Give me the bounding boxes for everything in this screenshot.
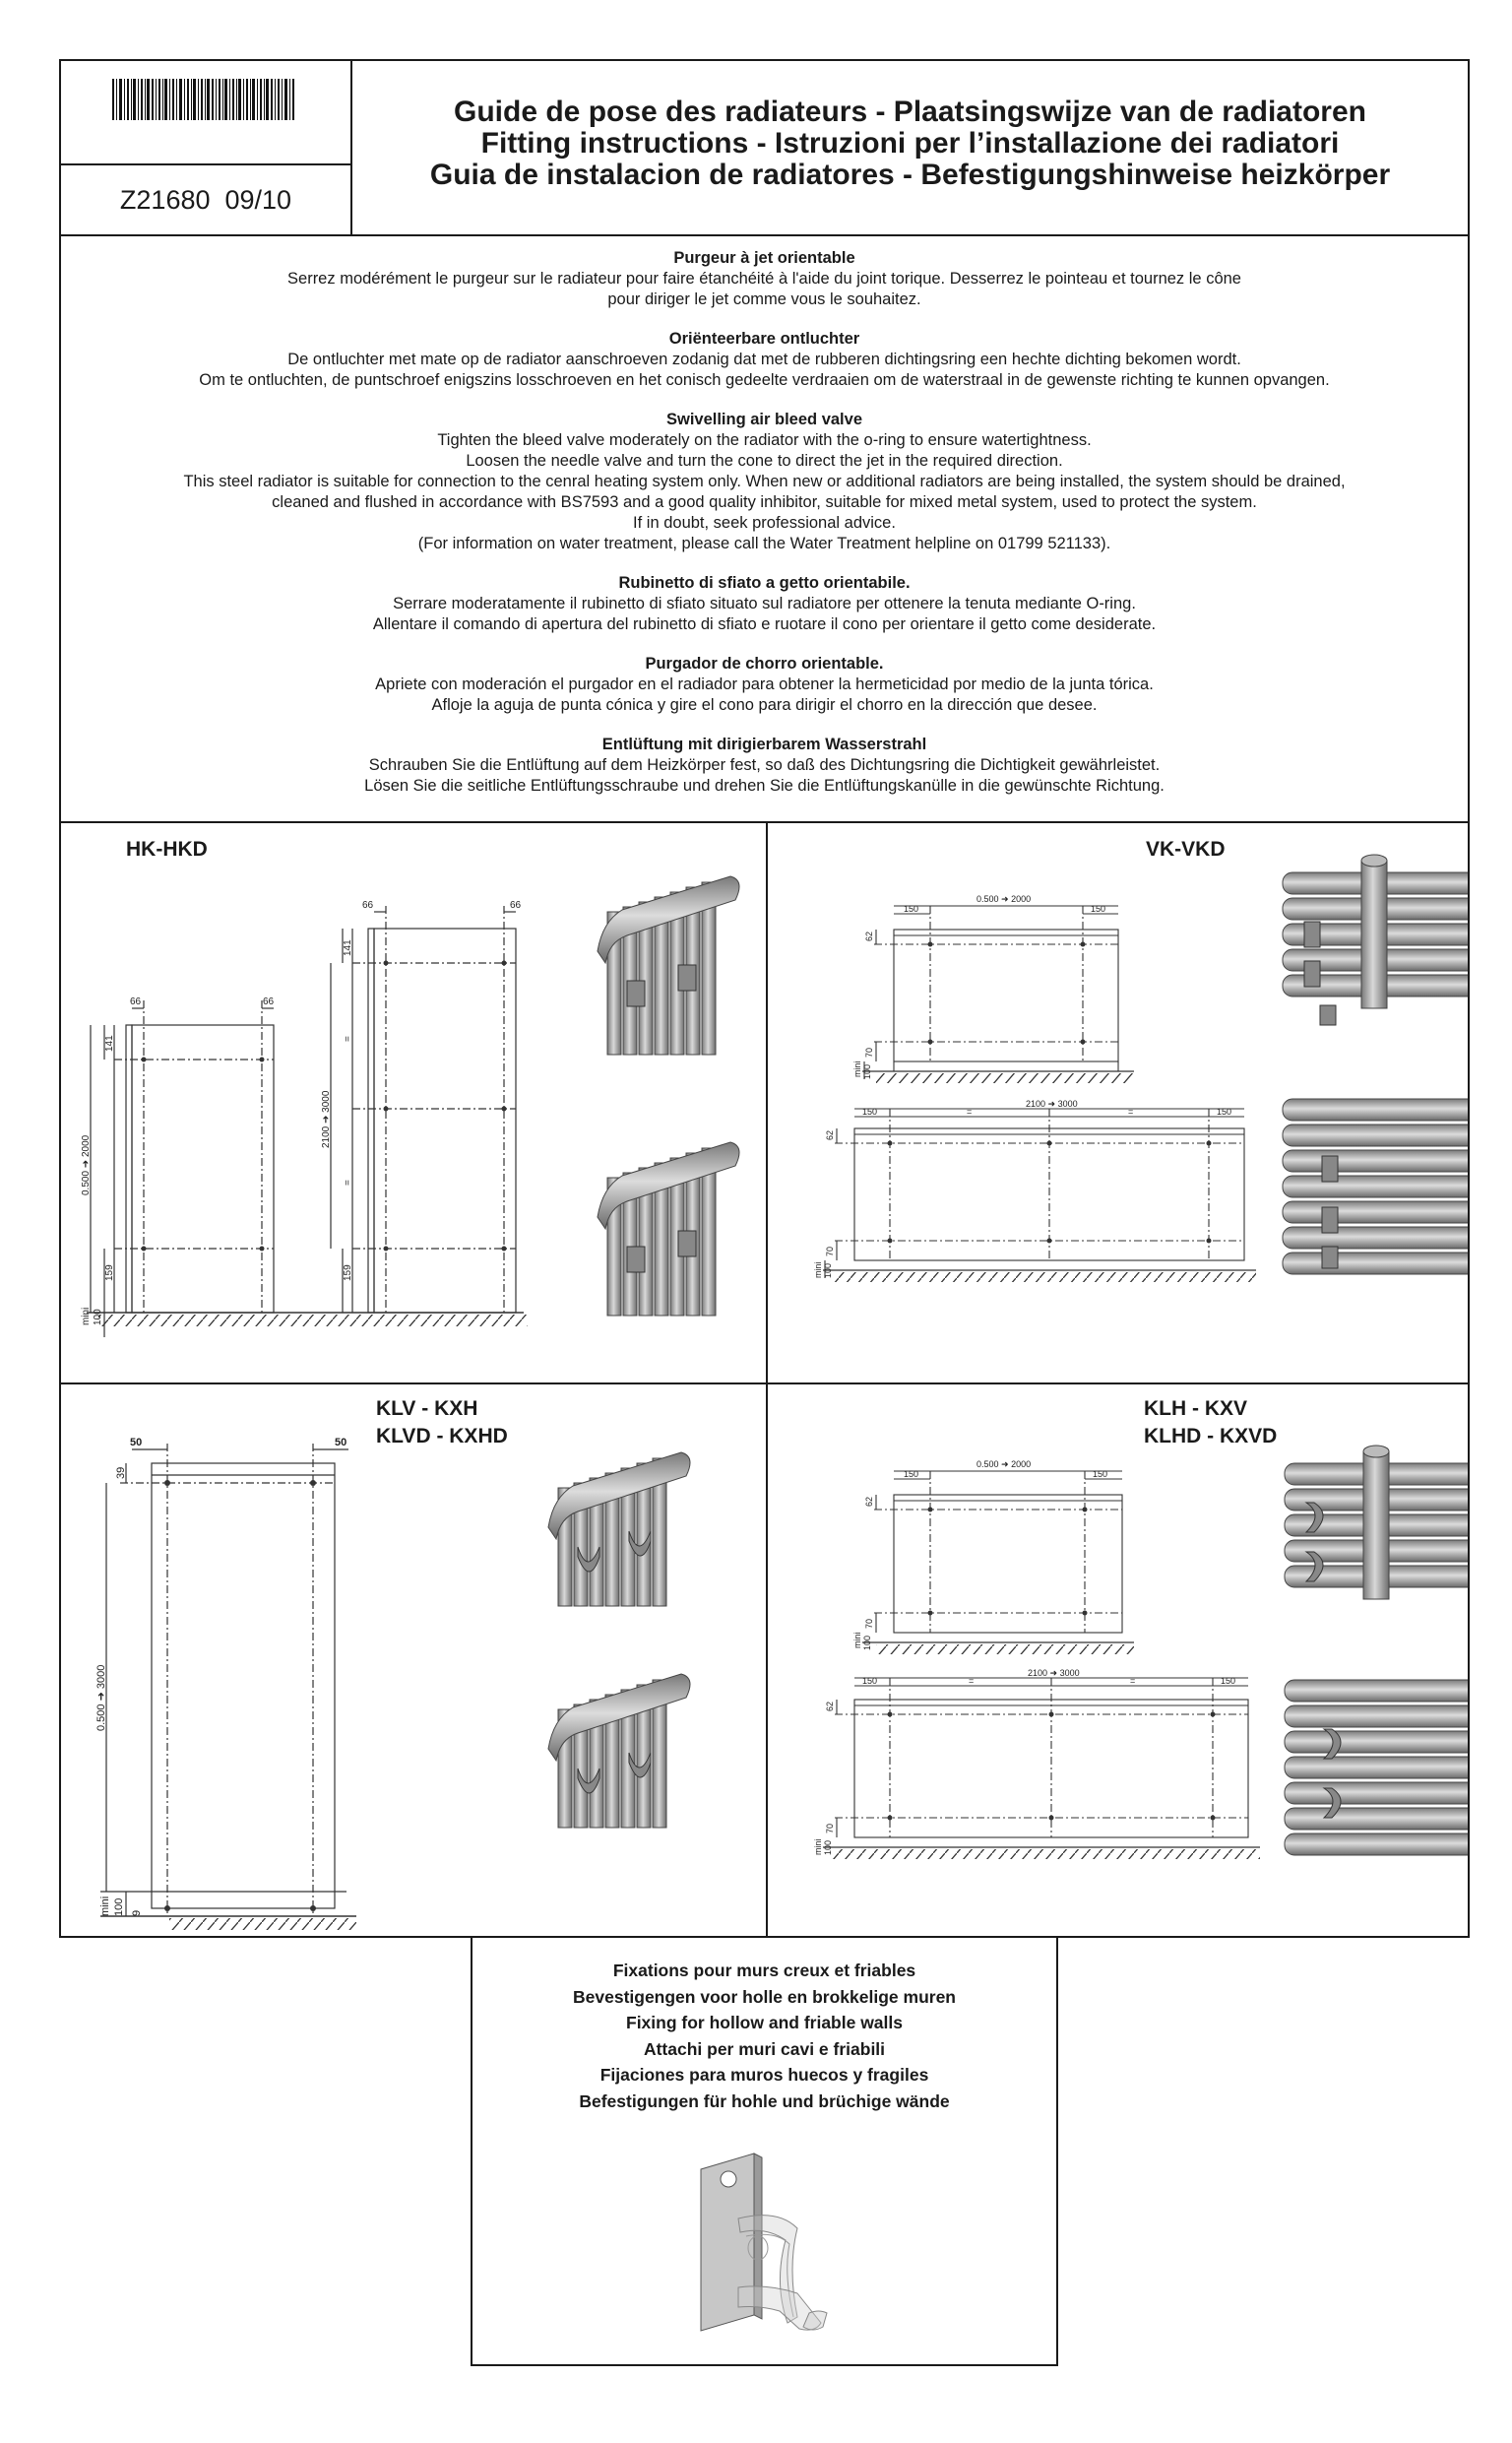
dim-klh-top-2: 62: [825, 1701, 835, 1711]
dim-vk-top-2: 62: [825, 1129, 835, 1140]
instruction-de: [61, 735, 1468, 797]
instruction-line: cleaned and flushed in accordance with BS7593 and a good quality inhibitor, suitable for mixed metal system, used to protect the system.: [272, 493, 1257, 511]
instruction-line: If in doubt, seek professional advice.: [633, 514, 896, 532]
dim-klh-side-l-2: 150: [862, 1676, 878, 1686]
dim-klh-mini-val: 100: [862, 1635, 872, 1650]
dim-vk-mini: mini: [852, 1061, 862, 1077]
dim-vk-mini-val-2: 100: [823, 1262, 833, 1278]
floor-hatch-klh-upper: [876, 1644, 1134, 1654]
panel-klh-kxv: [766, 1382, 1470, 1938]
instruction-line: Serrare moderatamente il rubinetto di sfiato situato sul radiatore per ottenere la tenuta mediante O-ring.: [393, 595, 1136, 612]
instruction-heading: Oriënteerbare ontluchter: [668, 330, 860, 348]
radiator-render-klh-bottom: [1285, 1680, 1468, 1855]
panel-hk-hkd: [59, 821, 768, 1384]
radiator-render-top: [598, 876, 739, 1055]
floor-hatch: [98, 1315, 528, 1326]
dim-vk-range-a: 0.500 ➜ 2000: [976, 894, 1032, 904]
dim-klh-mini-val-2: 100: [823, 1839, 833, 1855]
dim-klh-bottom: 70: [864, 1618, 874, 1629]
instruction-line: Schrauben Sie die Entlüftung auf dem Heizkörper fest, so daß des Dichtungsring die Dichtigkeit gewährleistet.: [368, 756, 1161, 774]
fixing-line-de: Befestigungen für hohle und brüchige wände: [579, 2090, 950, 2111]
dim-hk-top: 141: [104, 1035, 115, 1052]
dim-hk-side-left: 66: [130, 996, 142, 1007]
radiator-render-bottom: [598, 1142, 739, 1316]
instruction-line: Apriete con moderación el purgador en el radiador para obtener la hermeticidad por medio de la junta tórica.: [375, 675, 1154, 693]
dim-klv-top: 39: [115, 1466, 127, 1479]
dim-vk-side-r: 150: [1091, 904, 1106, 914]
radiator-render-vk-bottom: [1283, 1099, 1468, 1274]
dim-hk-side-right: 66: [263, 996, 275, 1007]
dim-hk-side-right-2: 66: [510, 900, 522, 911]
instructions-section: [59, 234, 1470, 823]
panel-label-klh-2: KLHD - KXVD: [1144, 1425, 1278, 1447]
dim-vk-equal-1: =: [967, 1107, 973, 1117]
instruction-heading: Rubinetto di sfiato a getto orientabile.: [618, 574, 911, 592]
instruction-line: pour diriger le jet comme vous le souhaitez.: [607, 290, 921, 308]
dim-hk-equal-2: =: [343, 1180, 353, 1186]
hk-diagram: [61, 823, 766, 1382]
dim-klv-bottom: 9: [131, 1909, 143, 1916]
dim-hk-mini-val: 100: [93, 1309, 103, 1325]
dim-klv-mini: mini: [99, 1896, 111, 1916]
dim-hk-range-b: 2100 ➜ 3000: [321, 1090, 332, 1148]
title-line-1: Guide de pose des radiateurs - Plaatsingswijze van de radiatoren: [454, 96, 1366, 128]
panel-label-klh-1: KLH - KXV: [1144, 1397, 1247, 1420]
dim-klh-side-l: 150: [904, 1469, 919, 1479]
dim-klh-mini: mini: [852, 1632, 862, 1648]
radiator-render-vk-top: [1283, 855, 1468, 1025]
floor-hatch-lower: [833, 1272, 1256, 1282]
panel-vk-vkd: [766, 821, 1470, 1384]
floor-hatch-klh-lower: [833, 1849, 1260, 1859]
barcode-box: [59, 59, 352, 165]
radiator-render-klv-bottom: [548, 1674, 690, 1828]
panel-klv-kxh: [59, 1382, 768, 1938]
dim-hk-equal-1: =: [343, 1036, 353, 1042]
title-line-2: Fitting instructions - Istruzioni per l’installazione dei radiatori: [480, 127, 1340, 160]
dim-klv-range: 0.500 ➜ 3000: [95, 1664, 107, 1731]
radiator-render-klh-top: [1285, 1446, 1468, 1599]
instruction-line: Lösen Sie die seitliche Entlüftungsschraube und drehen Sie die Entlüftungskanülle in die gewünschte Richtung.: [364, 777, 1165, 795]
dim-vk-mini-2: mini: [813, 1261, 823, 1278]
dim-vk-top: 62: [864, 931, 874, 941]
dim-klv-side-l: 50: [130, 1437, 143, 1448]
instruction-line: This steel radiator is suitable for connection to the cenral heating system only. When new or additional radiators are being installed, the system should be drained,: [183, 473, 1346, 490]
fixing-line-nl: Bevestigengen voor holle en brokkelige muren: [573, 1986, 956, 2007]
dim-klh-range-a: 0.500 ➜ 2000: [976, 1459, 1032, 1469]
dim-hk-bottom: 159: [104, 1264, 115, 1281]
floor-hatch-upper: [876, 1073, 1134, 1083]
dim-vk-bottom: 70: [864, 1047, 874, 1058]
wall-bracket-illustration: [689, 2150, 886, 2347]
instruction-line: (For information on water treatment, please call the Water Treatment helpline on 01799 521133).: [417, 535, 1111, 552]
radiator-outline-large: [374, 929, 516, 1313]
code-box: [59, 163, 352, 236]
instruction-heading: Swivelling air bleed valve: [665, 411, 862, 428]
fixing-line-en: Fixing for hollow and friable walls: [626, 2013, 903, 2032]
dim-vk-side-l-2: 150: [862, 1107, 878, 1117]
instruction-heading: Entlüftung mit dirigierbarem Wasserstrahl: [601, 736, 927, 753]
vk-diagram: [768, 823, 1468, 1382]
dim-klh-mini-2: mini: [813, 1838, 823, 1855]
dim-klh-bottom-2: 70: [825, 1823, 835, 1833]
instruction-en: [61, 410, 1468, 554]
barcode: [61, 61, 350, 163]
instruction-line: Om te ontluchten, de puntschroef enigszins losschroeven en het conisch gedeelte verdraaien om de waterstraal in de gewenste richting te kunnen opvangen.: [199, 371, 1330, 389]
panel-label-hk: HK-HKD: [126, 838, 208, 861]
fixing-line-es: Fijaciones para muros huecos y fragiles: [599, 2065, 929, 2085]
floor-hatch-klv: [169, 1918, 356, 1930]
klh-diagram: [768, 1384, 1468, 1936]
radiator-outline-klv: [152, 1463, 335, 1908]
dim-hk-range-a: 0.500 ➜ 2000: [81, 1134, 92, 1195]
radiator-render-klv-top: [548, 1452, 690, 1606]
panel-label-klv-1: KLV - KXH: [376, 1397, 478, 1420]
dim-hk-mini: mini: [81, 1307, 92, 1325]
instruction-line: Allentare il comando di apertura del rubinetto di sfiato e ruotare il cono per orientare il getto come desiderate.: [372, 615, 1157, 633]
dim-klh-equal-1: =: [969, 1676, 975, 1686]
panel-label-klv-2: KLVD - KXHD: [376, 1425, 508, 1447]
dim-klh-side-r-2: 150: [1221, 1676, 1236, 1686]
fixing-line-fr: Fixations pour murs creux et friables: [612, 1961, 916, 1980]
instruction-line: Loosen the needle valve and turn the cone to direct the jet in the required direction.: [466, 452, 1063, 470]
dim-vk-mini-val: 100: [862, 1063, 872, 1079]
instruction-line: Serrez modérément le purgeur sur le radiateur pour faire étanchéité à l'aide du joint torique. Desserrez le pointeau et tournez le cône: [287, 270, 1241, 288]
fixing-line-it: Attachi per muri cavi e friabili: [643, 2038, 886, 2059]
panel-label-vk: VK-VKD: [1146, 838, 1226, 861]
title-box: [350, 59, 1470, 236]
dim-klh-side-r: 150: [1093, 1469, 1108, 1479]
dim-klh-range-b: 2100 ➜ 3000: [1028, 1668, 1080, 1678]
dim-vk-range-b: 2100 ➜ 3000: [1026, 1099, 1078, 1109]
dim-vk-equal-2: =: [1128, 1107, 1134, 1117]
dim-hk-side-left-2: 66: [362, 900, 374, 911]
instruction-fr: [61, 248, 1468, 310]
instruction-line: Afloje la aguja de punta cónica y gire el cono para dirigir el chorro en la dirección que desee.: [431, 696, 1098, 714]
title-line-3: Guia de instalacion de radiatores - Befestigungshinweise heizkörper: [429, 159, 1391, 191]
radiator-outline-small: [132, 1025, 274, 1313]
document-code: Z21680 09/10: [119, 185, 292, 215]
instruction-line: Tighten the bleed valve moderately on the radiator with the o-ring to ensure watertightness.: [437, 431, 1092, 449]
dim-klv-side-r: 50: [335, 1437, 347, 1448]
fixings-box: [471, 1936, 1058, 2366]
instruction-line: De ontluchter met mate op de radiator aanschroeven zodanig dat met de rubberen dichtingsring een hechte dichting bekomen wordt.: [287, 351, 1241, 368]
dim-klh-top: 62: [864, 1496, 874, 1507]
dim-vk-side-l: 150: [904, 904, 919, 914]
dim-vk-bottom-2: 70: [825, 1246, 835, 1256]
instruction-es: [61, 654, 1468, 716]
dim-hk-bottom-2: 159: [343, 1264, 353, 1281]
instruction-heading: Purgeur à jet orientable: [673, 249, 855, 267]
instruction-heading: Purgador de chorro orientable.: [645, 655, 884, 673]
dim-vk-side-r-2: 150: [1217, 1107, 1232, 1117]
instruction-nl: [61, 329, 1468, 391]
dim-hk-top-2: 141: [343, 939, 353, 956]
dim-klv-mini-val: 100: [113, 1897, 125, 1916]
klv-diagram: [61, 1384, 766, 1936]
dim-klh-equal-2: =: [1130, 1676, 1136, 1686]
instruction-it: [61, 573, 1468, 635]
